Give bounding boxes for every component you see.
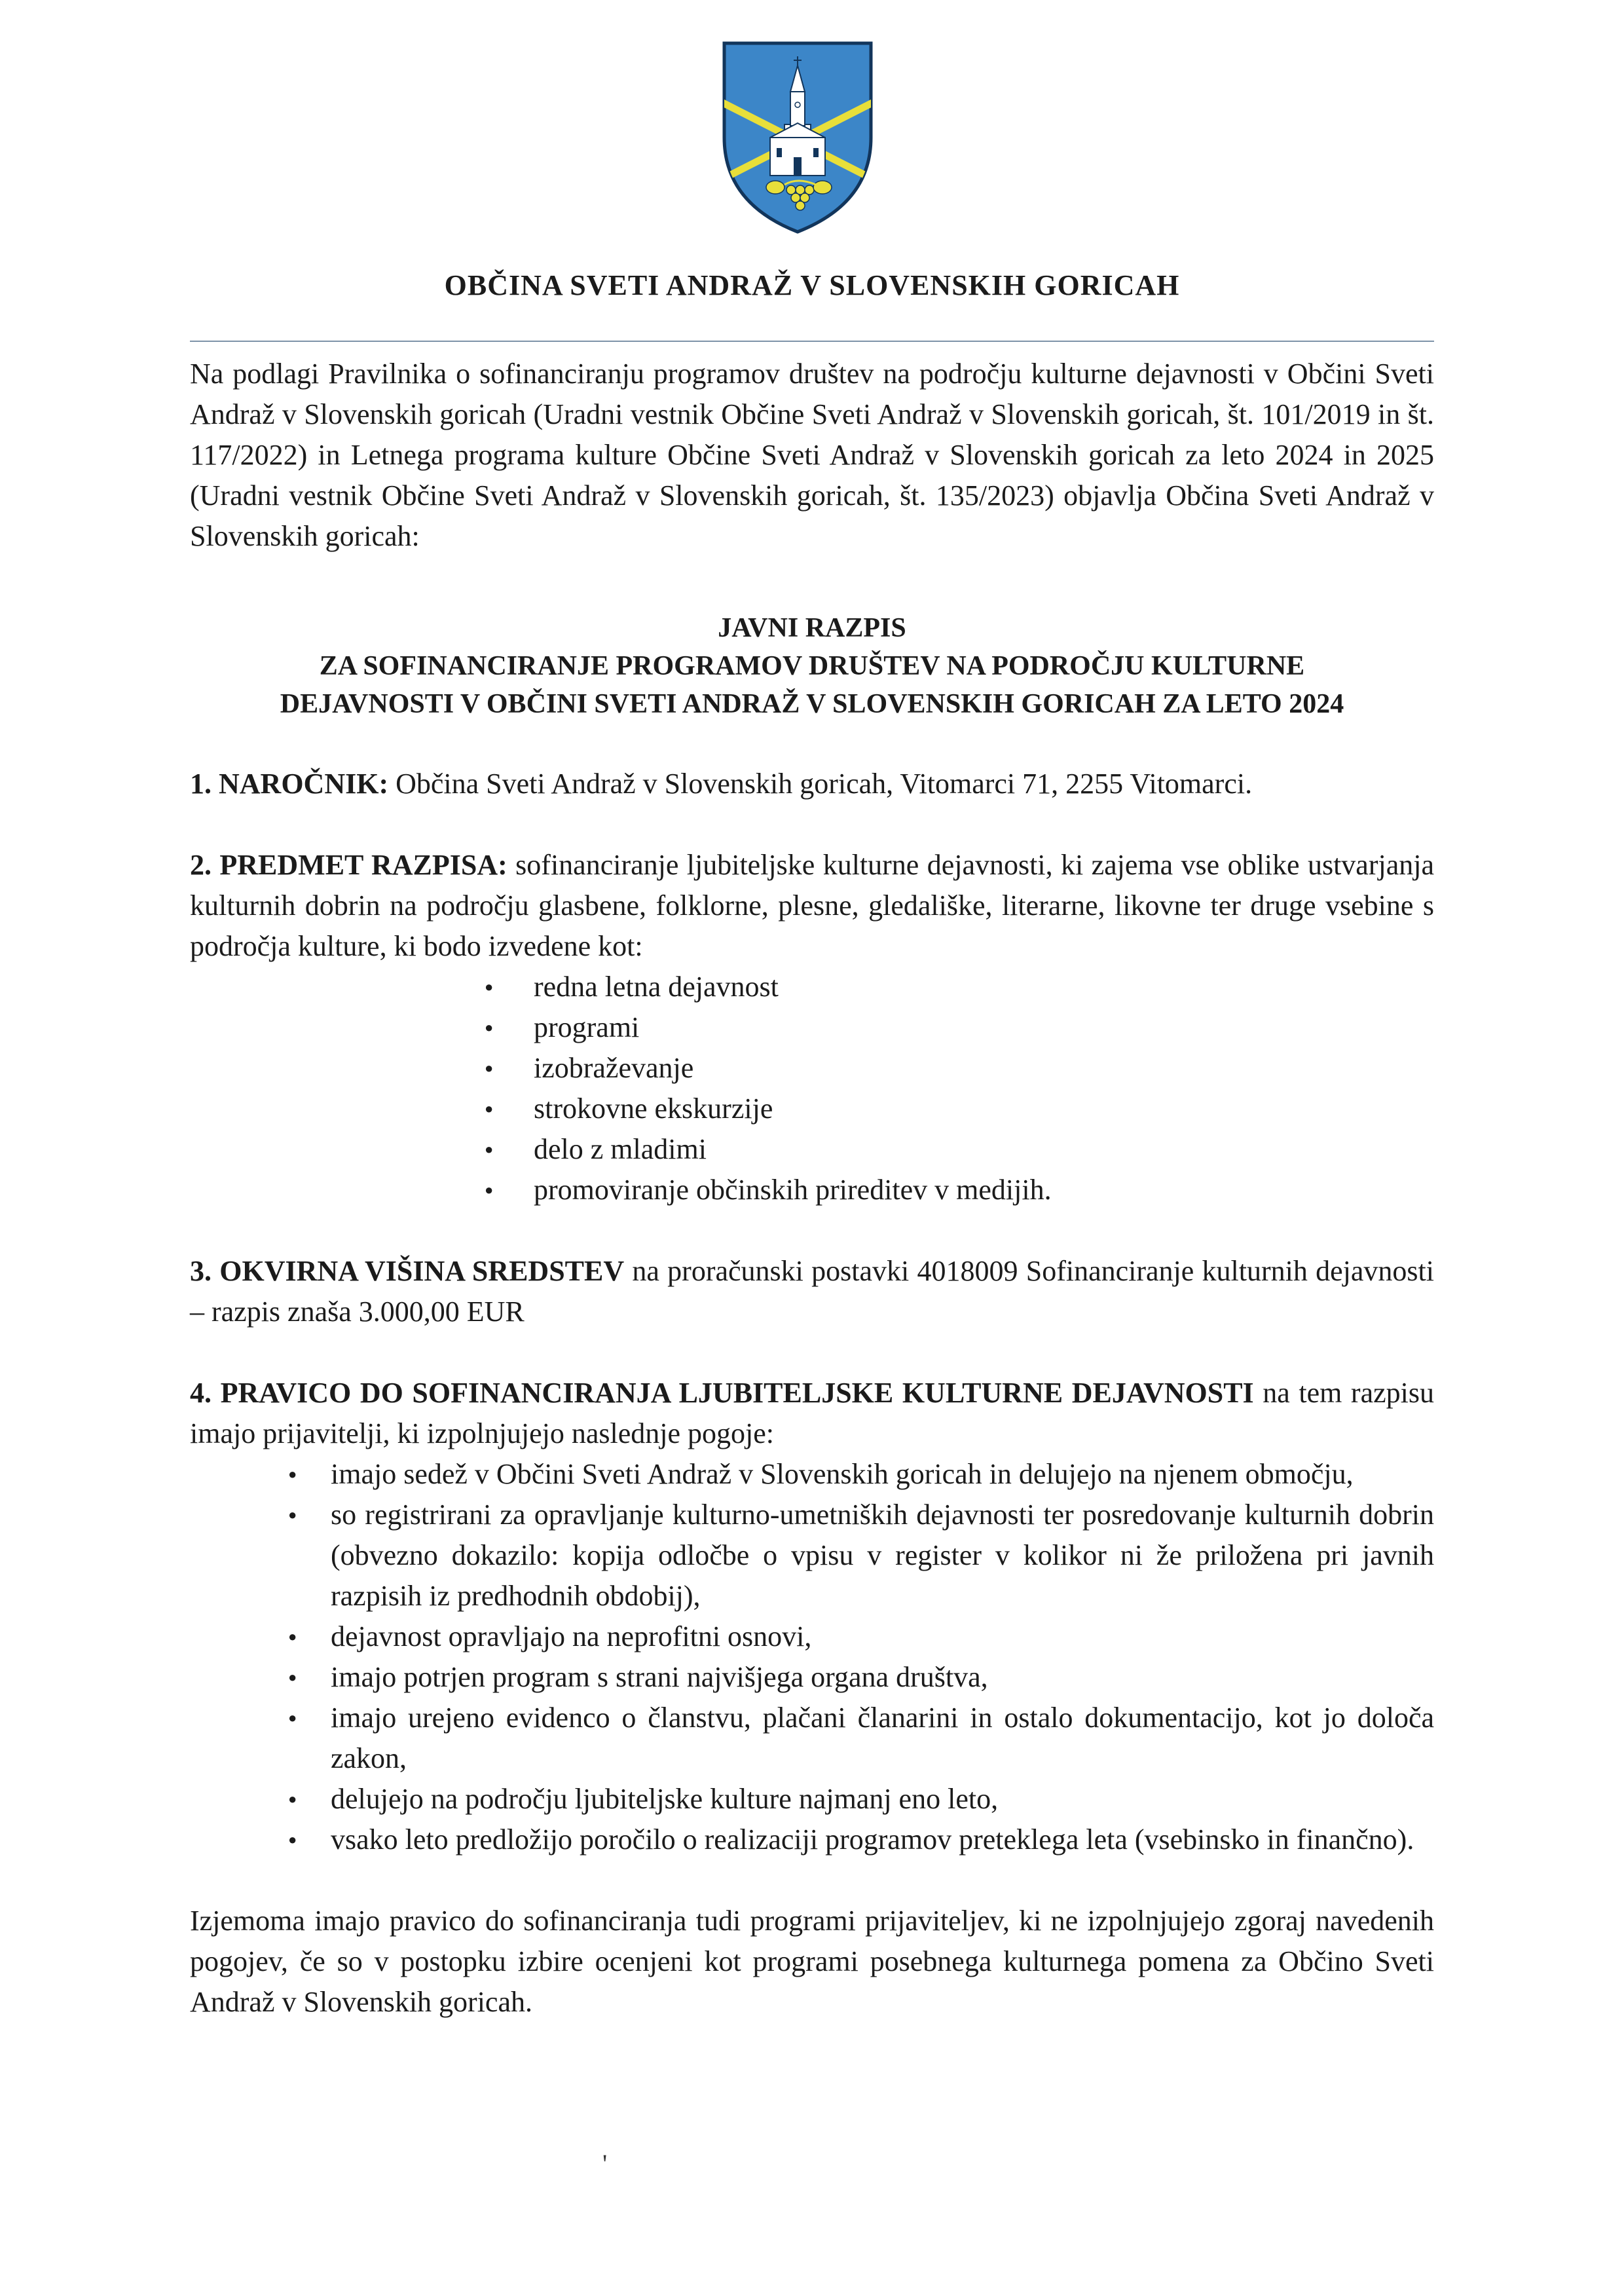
list-item: ● izobraževanje — [485, 1048, 1434, 1089]
call-title — [190, 609, 1434, 723]
section-1 — [190, 764, 1434, 804]
list-item: ● promoviranje občinskih prireditev v medijih. — [485, 1170, 1434, 1210]
document-body — [190, 354, 1434, 2023]
intro-paragraph: Na podlagi Pravilnika o sofinanciranju programov društev na področju kulturne dejavnosti v Občini Sveti Andraž v Slovenskih goricah (Uradni vestnik Občine Sveti Andraž v Slovenskih goricah, št. 101/2019 in št. 117/2022) in Letnega programa kulture Občine Sveti Andraž v Slovenskih goricah za leto 2024 in 2025 (Uradni vestnik Občine Sveti Andraž v Slovenskih goricah, št. 135/2023) objavlja Občina Sveti Andraž v Slovenskih goricah: — [190, 358, 1434, 552]
section-2-list — [485, 967, 1434, 1210]
closing-paragraph: Izjemoma imajo pravico do sofinanciranja tudi programi prijaviteljev, ki ne izpolnjujejo zgoraj navedenih pogojev, če so v postopku izbire ocenjeni kot programi posebnega kulturnega pomena za Občino Sveti Andraž v Slovenskih goricah. — [190, 1905, 1434, 2018]
list-item: ● imajo urejeno evidenco o članstvu, plačani članarini in ostalo dokumentacijo, kot jo določa zakon, — [288, 1698, 1434, 1779]
list-item: ● so registrirani za opravljanje kulturno-umetniških dejavnosti ter posredovanje kulturnih dobrin (obvezno dokazilo: kopija odločbe o vpisu v register v kolikor ni že priložena pri javnih razpisih iz predhodnih obdobij), — [288, 1495, 1434, 1616]
list-item: ● strokovne ekskurzije — [485, 1089, 1434, 1129]
section-4-heading: 4. PRAVICO DO SOFINANCIRANJA LJUBITELJSKE KULTURNE DEJAVNOSTI — [190, 1377, 1254, 1409]
section-2-text: sofinanciranje ljubiteljske kulturne dejavnosti, ki zajema vse oblike ustvarjanja kulturnih dobrin na področju glasbene, folklorne, plesne, gledališke, literarne, likovne ter druge vsebine s področja kulture, ki bodo izvedene kot: — [190, 849, 1434, 962]
list-item: ● delujejo na področju ljubiteljske kulture najmanj eno leto, — [288, 1779, 1434, 1819]
section-4 — [190, 1373, 1434, 1860]
section-3 — [190, 1251, 1434, 1332]
section-2-heading: 2. PREDMET RAZPISA: — [190, 849, 507, 881]
list-item: ● imajo sedež v Občini Sveti Andraž v Slovenskih goricah in delujejo na njenem območju, — [288, 1454, 1434, 1495]
organization-title: OBČINA SVETI ANDRAŽ V SLOVENSKIH GORICAH — [444, 269, 1180, 301]
section-3-text: na proračunski postavki 4018009 Sofinanciranje kulturnih dejavnosti – razpis znaša 3.000,00 EUR — [190, 1255, 1434, 1328]
section-2 — [190, 845, 1434, 1210]
list-item: ● imajo potrjen program s strani najvišjega organa društva, — [288, 1657, 1434, 1698]
section-4-text: na tem razpisu imajo prijavitelji, ki izpolnjujejo naslednje pogoje: — [190, 1377, 1434, 1449]
list-item: ● vsako leto predložijo poročilo o realizaciji programov preteklega leta (vsebinsko in finančno). — [288, 1819, 1434, 1860]
call-title-line-1: JAVNI RAZPIS — [718, 613, 906, 643]
list-item: ● dejavnost opravljajo na neprofitni osnovi, — [288, 1616, 1434, 1657]
list-item: ● delo z mladimi — [485, 1129, 1434, 1170]
section-1-heading: 1. NAROČNIK: — [190, 768, 389, 800]
list-item: ● redna letna dejavnost — [485, 967, 1434, 1007]
section-4-list — [288, 1454, 1434, 1860]
list-item: ● programi — [485, 1007, 1434, 1048]
section-3-heading: 3. OKVIRNA VIŠINA SREDSTEV — [190, 1255, 625, 1287]
call-title-line-3: DEJAVNOSTI V OBČINI SVETI ANDRAŽ V SLOVENSKIH GORICAH ZA LETO 2024 — [280, 689, 1344, 719]
municipal-coat-of-arms-icon — [720, 39, 875, 236]
header-divider — [190, 341, 1434, 342]
footer-mark: ' — [602, 2149, 608, 2178]
section-1-text: Občina Sveti Andraž v Slovenskih goricah, Vitomarci 71, 2255 Vitomarci. — [388, 768, 1253, 800]
call-title-line-2: ZA SOFINANCIRANJE PROGRAMOV DRUŠTEV NA PODROČJU KULTURNE — [319, 651, 1305, 681]
